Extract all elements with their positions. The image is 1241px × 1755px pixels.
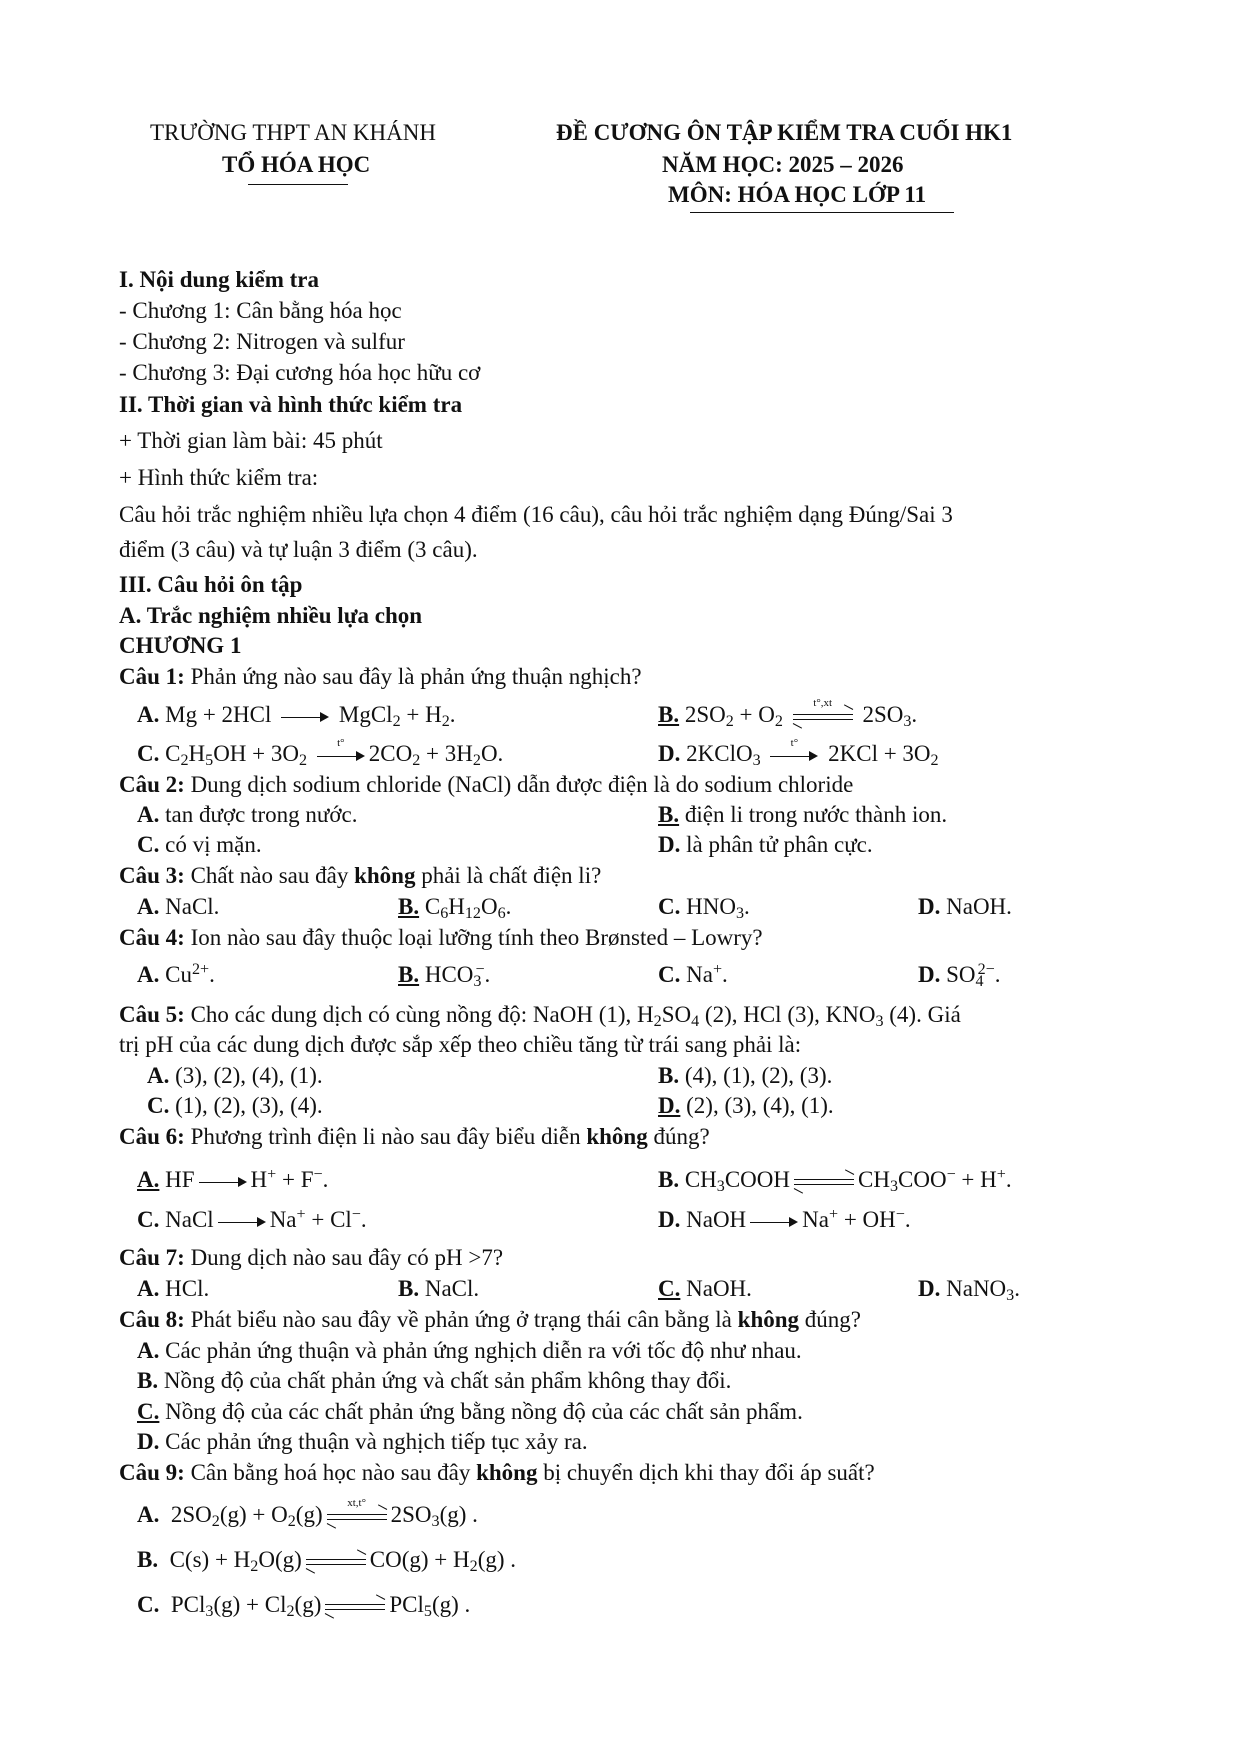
content-item: - Chương 2: Nitrogen và sulfur (119, 329, 405, 354)
chapter-heading: CHƯƠNG 1 (119, 633, 242, 658)
section-3-heading: III. Câu hỏi ôn tập (119, 572, 303, 597)
q4-option-d[interactable]: D. $SO_4^{2-}$. (918, 961, 1001, 990)
question-9: Câu 9: Cân bằng hoá học nào sau đây không bị chuyển dịch khi thay đổi áp suất? (119, 1460, 875, 1485)
q5-option-b[interactable]: B. (4), (1), (2), (3). (658, 1063, 833, 1088)
content-item: - Chương 1: Cân bằng hóa học (119, 298, 402, 323)
q1-option-b[interactable]: B. $2SO_2 + O_2$ t°,xt $2SO_3$. (658, 696, 918, 730)
question-2: Câu 2: Dung dịch sodium chloride (NaCl) dẫn được điện là do sodium chloride (119, 772, 854, 797)
question-1: Câu 1: Phản ứng nào sau đây là phản ứng thuận nghịch? (119, 664, 642, 689)
q3-option-b[interactable]: B. $C_6H_{12}O_6$. (398, 894, 512, 922)
q6-option-a[interactable]: A. HF H+ + F−. (137, 1166, 329, 1192)
reaction-arrow-icon (218, 1215, 266, 1229)
q5-option-a[interactable]: A. (3), (2), (4), (1). (147, 1063, 323, 1088)
q7-option-c[interactable]: C. NaOH. (658, 1276, 752, 1301)
format-desc-1: Câu hỏi trắc nghiệm nhiều lựa chọn 4 điểm (16 câu), câu hỏi trắc nghiệm dạng Đúng/Sai 3 (119, 502, 953, 527)
group-underline (248, 184, 348, 185)
reaction-arrow-icon: t° (317, 749, 365, 763)
doc-title: ĐỀ CƯƠNG ÔN TẬP KIỂM TRA CUỐI HK1 (556, 120, 1013, 145)
equilibrium-arrow-icon: xt,t° (327, 1510, 387, 1524)
question-5-line-1: Câu 5: Cho các dung dịch có cùng nồng độ: NaOH (1), $H_2SO_4$ (2), HCl (3), $KNO_3$ (4). Giá (119, 1002, 961, 1030)
q3-option-a[interactable]: A. NaCl. (137, 894, 220, 919)
question-7: Câu 7: Dung dịch nào sau đây có pH >7? (119, 1245, 504, 1270)
group-name: TỔ HÓA HỌC (222, 152, 371, 177)
q1-option-c[interactable]: C. $C_2H_5OH + 3O_2$ t° $2CO_2 + 3H_2O$. (137, 736, 504, 769)
q4-option-b[interactable]: B. $HCO_3^-$. (398, 961, 491, 990)
q9-option-c[interactable]: C. $PCl_3(g) + Cl_2(g)$ PCl$_5$(g) . (137, 1592, 471, 1620)
subject: MÔN: HÓA HỌC LỚP 11 (668, 182, 927, 207)
q2-option-a[interactable]: A. tan được trong nước. (137, 802, 358, 827)
q8-option-a[interactable]: A. Các phản ứng thuận và phản ứng nghịch diễn ra với tốc độ như nhau. (137, 1338, 802, 1363)
q2-option-c[interactable]: C. có vị mặn. (137, 832, 262, 857)
q3-option-c[interactable]: C. $HNO_3$. (658, 894, 750, 922)
equilibrium-arrow-icon (325, 1600, 385, 1614)
subsection-a-heading: A. Trắc nghiệm nhiều lựa chọn (119, 603, 423, 628)
school-year: NĂM HỌC: 2025 – 2026 (662, 152, 904, 177)
q2-option-d[interactable]: D. là phân tử phân cực. (658, 832, 873, 857)
section-1-heading: I. Nội dung kiểm tra (119, 267, 319, 292)
question-4: Câu 4: Ion nào sau đây thuộc loại lưỡng tính theo Brønsted – Lowry? (119, 925, 763, 950)
section-2-heading: II. Thời gian và hình thức kiểm tra (119, 392, 463, 417)
q8-option-d[interactable]: D. Các phản ứng thuận và nghịch tiếp tục xảy ra. (137, 1429, 588, 1454)
question-3: Câu 3: Chất nào sau đây không phải là chất điện li? (119, 863, 602, 888)
school-name: TRƯỜNG THPT AN KHÁNH (150, 120, 436, 145)
q4-option-c[interactable]: C. Na+. (658, 961, 728, 987)
q6-option-b[interactable]: B. $CH_3COOH$ $CH_3COO^- + H^+$. (658, 1166, 1012, 1195)
q5-option-c[interactable]: C. (1), (2), (3), (4). (147, 1093, 323, 1118)
format-desc-2: điểm (3 câu) và tự luận 3 điểm (3 câu). (119, 537, 478, 562)
question-6: Câu 6: Phương trình điện li nào sau đây biểu diễn không đúng? (119, 1124, 710, 1149)
q7-option-d[interactable]: D. NaNO$_3$. (918, 1276, 1020, 1304)
equilibrium-arrow-icon (306, 1555, 366, 1569)
question-5-line-2: trị pH của các dung dịch được sắp xếp theo chiều tăng từ trái sang phải là: (119, 1032, 802, 1057)
q1-option-d[interactable]: D. 2KClO$_3$ t° $2KCl + 3O_2$ (658, 736, 939, 769)
q5-option-d[interactable]: D. (2), (3), (4), (1). (658, 1093, 834, 1118)
q9-option-b[interactable]: B. $C(s) + H_2O(g)$ $CO(g) + H_2(g)$ . (137, 1547, 517, 1575)
q8-option-c[interactable]: C. Nồng độ của các chất phản ứng bằng nồng độ của các chất sản phẩm. (137, 1399, 803, 1424)
subject-underline (690, 212, 954, 213)
q6-option-d[interactable]: D. NaOH Na+ + OH−. (658, 1206, 911, 1232)
q9-option-a[interactable]: A. $2SO_2(g) + O_2(g)$ xt,t° $2SO_3(g)$ . (137, 1496, 478, 1530)
q7-option-b[interactable]: B. NaCl. (398, 1276, 480, 1301)
reaction-arrow-icon (750, 1215, 798, 1229)
exam-time: + Thời gian làm bài: 45 phút (119, 428, 383, 453)
q7-option-a[interactable]: A. HCl. (137, 1276, 210, 1301)
q2-option-b[interactable]: B. điện li trong nước thành ion. (658, 802, 948, 827)
equilibrium-arrow-icon (794, 1175, 854, 1189)
reaction-arrow-icon (281, 710, 329, 724)
equilibrium-arrow-icon: t°,xt (793, 710, 853, 724)
question-8: Câu 8: Phát biểu nào sau đây về phản ứng ở trạng thái cân bằng là không đúng? (119, 1307, 861, 1332)
q8-option-b[interactable]: B. Nồng độ của chất phản ứng và chất sản phẩm không thay đổi. (137, 1368, 732, 1393)
q4-option-a[interactable]: A. $Cu^{2+}$. (137, 961, 215, 987)
q1-option-a[interactable]: A. Mg + 2HCl MgCl$_2$ + $H_2$. (137, 702, 456, 730)
reaction-arrow-icon: t° (770, 749, 818, 763)
content-item: - Chương 3: Đại cương hóa học hữu cơ (119, 360, 481, 385)
reaction-arrow-icon (199, 1175, 247, 1189)
q3-option-d[interactable]: D. NaOH. (918, 894, 1012, 919)
q6-option-c[interactable]: C. NaCl Na+ + Cl−. (137, 1206, 367, 1232)
exam-format: + Hình thức kiểm tra: (119, 465, 319, 490)
